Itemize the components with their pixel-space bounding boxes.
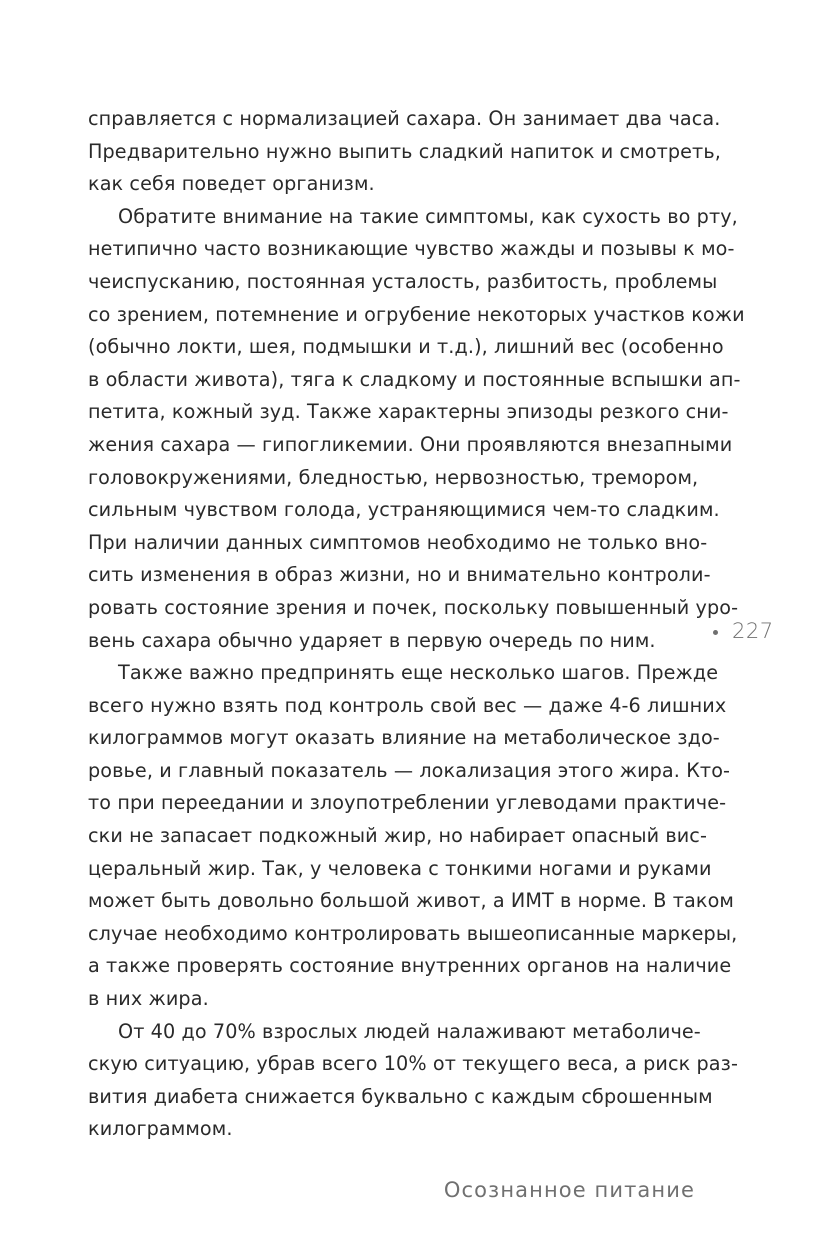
text-line: ровье, и главный показатель — локализация этого жира. Кто- — [88, 758, 731, 782]
text-line: головокружениями, бледностью, нервозностью, тремором, — [88, 465, 699, 489]
paragraph — [88, 657, 738, 1016]
text-line: скую ситуацию, убрав всего 10% от текущего веса, а риск раз- — [88, 1052, 738, 1076]
text-line: Также важно предпринять еще несколько шагов. Прежде — [118, 661, 719, 685]
running-footer: Осознанное питание — [443, 1178, 695, 1202]
text-line: со зрением, потемнение и огрубение некоторых участков кожи — [88, 302, 745, 326]
text-line: вень сахара обычно ударяет в первую очередь по ним. — [88, 628, 656, 652]
text-line: всего нужно взять под контроль свой вес — даже 4-6 лишних — [88, 693, 727, 717]
text-line: От 40 до 70% взрослых людей налаживают метаболиче- — [118, 1019, 701, 1043]
text-line: церальный жир. Так, у человека с тонкими ногами и руками — [88, 856, 712, 880]
page-number: 227 — [732, 619, 774, 643]
text-line: Предварительно нужно выпить сладкий напиток и смотреть, — [88, 139, 721, 163]
text-line: сить изменения в образ жизни, но и внимательно контроли- — [88, 563, 711, 587]
text-line: нетипично часто возникающие чувство жажды и позывы к мо- — [88, 237, 735, 261]
text-line: ски не запасает подкожный жир, но набирает опасный вис- — [88, 824, 707, 848]
page-number-marker — [713, 617, 774, 645]
text-line: может быть довольно большой живот, а ИМТ в норме. В таком — [88, 889, 734, 913]
text-line: петита, кожный зуд. Также характерны эпизоды резкого сни- — [88, 400, 729, 424]
paragraph — [88, 103, 721, 201]
body-text — [88, 103, 745, 1146]
text-line: чеиспусканию, постоянная усталость, разбитость, проблемы — [88, 269, 718, 293]
text-line: случае необходимо контролировать вышеописанные маркеры, — [88, 921, 738, 945]
text-line: сильным чувством голода, устраняющимися чем-то сладким. — [88, 498, 720, 522]
bullet-dot-icon — [713, 630, 718, 635]
text-line: в них жира. — [88, 987, 209, 1011]
text-line: как себя поведет организм. — [88, 172, 375, 196]
paragraph — [88, 201, 745, 657]
text-line: килограммом. — [88, 1117, 233, 1141]
text-line: справляется с нормализацией сахара. Он занимает два часа. — [88, 107, 721, 130]
text-line: ровать состояние зрения и почек, поскольку повышенный уро- — [88, 595, 739, 619]
text-line: килограммов могут оказать влияние на метаболическое здо- — [88, 726, 720, 750]
text-line: в области живота), тяга к сладкому и постоянные вспышки ап- — [88, 367, 741, 391]
paragraph — [88, 1016, 738, 1146]
text-line: а также проверять состояние внутренних органов на наличие — [88, 954, 732, 978]
text-line: то при переедании и злоупотреблении углеводами практиче- — [88, 791, 727, 815]
text-line: жения сахара — гипогликемии. Они проявляются внезапными — [88, 432, 733, 456]
text-line: (обычно локти, шея, подмышки и т.д.), лишний вес (особенно — [88, 335, 724, 359]
text-line: вития диабета снижается буквально с каждым сброшенным — [88, 1084, 713, 1108]
text-line: Обратите внимание на такие симптомы, как сухость во рту, — [118, 204, 738, 228]
text-line: При наличии данных симптомов необходимо не только вно- — [88, 530, 708, 554]
